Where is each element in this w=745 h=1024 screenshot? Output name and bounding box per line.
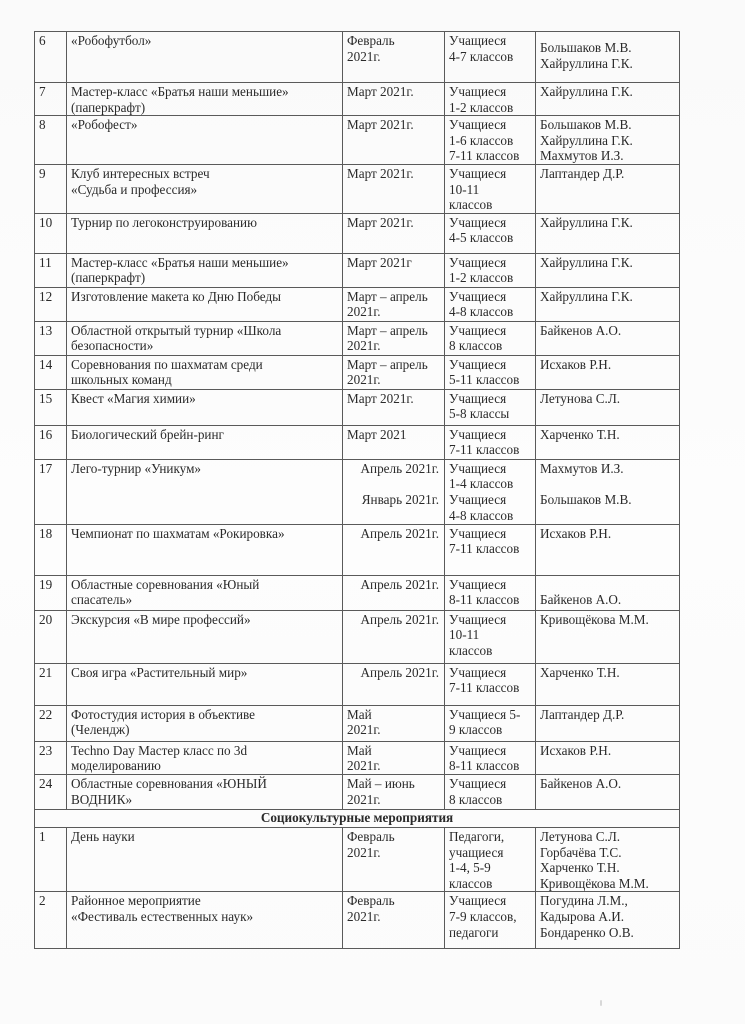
event-date: Май 2021г.	[343, 741, 445, 774]
event-participants: Учащиеся 4-7 классов	[445, 32, 536, 83]
table-row	[35, 459, 680, 524]
event-responsible: Кривощёкова М.М.	[536, 610, 680, 663]
event-name: Мастер-класс «Братья наши меньшие» (паперкрафт)	[67, 253, 343, 287]
row-number: 20	[35, 610, 67, 663]
event-responsible: Хайруллина Г.К.	[536, 213, 680, 253]
event-name: Клуб интересных встреч «Судьба и профессия»	[67, 164, 343, 213]
section-title: Социокультурные мероприятия	[35, 809, 680, 827]
event-responsible: Харченко Т.Н.	[536, 663, 680, 705]
table-row	[35, 83, 680, 116]
event-responsible: Махмутов И.З. Большаков М.В.	[536, 459, 680, 524]
event-name: Соревнования по шахматам среди школьных команд	[67, 355, 343, 389]
event-name: Чемпионат по шахматам «Рокировка»	[67, 524, 343, 575]
table-row	[35, 663, 680, 705]
row-number: 22	[35, 705, 67, 741]
event-name: Областной открытый турнир «Школа безопасности»	[67, 321, 343, 355]
event-name: Фотостудия история в объективе (Челендж)	[67, 705, 343, 741]
event-date: Март 2021г.	[343, 213, 445, 253]
table-row	[35, 610, 680, 663]
event-participants: Учащиеся 10-11 классов	[445, 164, 536, 213]
event-date: Апрель 2021г.	[343, 663, 445, 705]
row-number: 11	[35, 253, 67, 287]
event-date: Март 2021г.	[343, 389, 445, 425]
table-row	[35, 32, 680, 83]
event-responsible: Хайруллина Г.К.	[536, 83, 680, 116]
event-name: Экскурсия «В мире профессий»	[67, 610, 343, 663]
row-number: 6	[35, 32, 67, 83]
event-name: Биологический брейн-ринг	[67, 425, 343, 459]
event-date: Апрель 2021г.	[343, 524, 445, 575]
event-name: Квест «Магия химии»	[67, 389, 343, 425]
row-number: 19	[35, 575, 67, 610]
row-number: 23	[35, 741, 67, 774]
event-participants: Учащиеся 8 классов	[445, 321, 536, 355]
event-date: Май 2021г.	[343, 705, 445, 741]
table-row	[35, 741, 680, 774]
event-responsible: Хайруллина Г.К.	[536, 287, 680, 321]
event-responsible: Погудина Л.М., Кадырова А.И. Бондаренко О.В.	[536, 892, 680, 949]
event-name: Районное мероприятие «Фестиваль естественных наук»	[67, 892, 343, 949]
table-row	[35, 425, 680, 459]
table-row	[35, 116, 680, 165]
event-name: Областные соревнования «Юный спасатель»	[67, 575, 343, 610]
row-number: 24	[35, 774, 67, 809]
table-row	[35, 164, 680, 213]
event-responsible: Летунова С.Л.	[536, 389, 680, 425]
event-date: Март – апрель 2021г.	[343, 287, 445, 321]
row-number: 15	[35, 389, 67, 425]
table-row	[35, 321, 680, 355]
event-date: Февраль 2021г.	[343, 892, 445, 949]
event-responsible: Исхаков Р.Н.	[536, 741, 680, 774]
event-participants: Учащиеся 7-9 классов, педагоги	[445, 892, 536, 949]
table-row	[35, 774, 680, 809]
event-participants: Учащиеся 1-2 классов	[445, 253, 536, 287]
row-number: 9	[35, 164, 67, 213]
event-responsible: Байкенов А.О.	[536, 321, 680, 355]
event-participants: Учащиеся 5-8 классы	[445, 389, 536, 425]
table-row	[35, 389, 680, 425]
event-participants: Учащиеся 1-6 классов 7-11 классов	[445, 116, 536, 165]
event-date: Апрель 2021г.	[343, 610, 445, 663]
event-date: Февраль 2021г.	[343, 32, 445, 83]
event-participants: Учащиеся 7-11 классов	[445, 524, 536, 575]
event-name: «Робофест»	[67, 116, 343, 165]
table-row	[35, 892, 680, 949]
event-participants: Учащиеся 8 классов	[445, 774, 536, 809]
scan-speck	[600, 1000, 602, 1006]
event-participants: Учащиеся 7-11 классов	[445, 663, 536, 705]
event-date: Апрель 2021г. Январь 2021г.	[343, 459, 445, 524]
event-date: Март 2021г.	[343, 83, 445, 116]
event-responsible: Большаков М.В. Хайруллина Г.К. Махмутов И.З.	[536, 116, 680, 165]
event-date: Март 2021г	[343, 253, 445, 287]
event-name: День науки	[67, 827, 343, 891]
row-number: 14	[35, 355, 67, 389]
event-participants: Учащиеся 1-2 классов	[445, 83, 536, 116]
event-responsible: Байкенов А.О.	[536, 774, 680, 809]
event-date: Март – апрель 2021г.	[343, 355, 445, 389]
event-date: Март 2021г.	[343, 164, 445, 213]
row-number: 21	[35, 663, 67, 705]
event-responsible: Лаптандер Д.Р.	[536, 164, 680, 213]
event-participants: Учащиеся 8-11 классов	[445, 741, 536, 774]
table-row	[35, 287, 680, 321]
event-participants: Учащиеся 8-11 классов	[445, 575, 536, 610]
row-number: 17	[35, 459, 67, 524]
event-responsible: Исхаков Р.Н.	[536, 355, 680, 389]
event-responsible: Большаков М.В. Хайруллина Г.К.	[536, 32, 680, 83]
row-number: 8	[35, 116, 67, 165]
table-row	[35, 253, 680, 287]
table-row	[35, 524, 680, 575]
event-name: Лего-турнир «Уникум»	[67, 459, 343, 524]
table-row	[35, 355, 680, 389]
event-name: Изготовление макета ко Дню Победы	[67, 287, 343, 321]
event-participants: Учащиеся 4-5 классов	[445, 213, 536, 253]
event-name: Мастер-класс «Братья наши меньшие» (паперкрафт)	[67, 83, 343, 116]
row-number: 16	[35, 425, 67, 459]
table-row	[35, 213, 680, 253]
event-name: Областные соревнования «ЮНЫЙ ВОДНИК»	[67, 774, 343, 809]
table-row	[35, 705, 680, 741]
row-number: 18	[35, 524, 67, 575]
row-number: 10	[35, 213, 67, 253]
event-name: Турнир по легоконструированию	[67, 213, 343, 253]
event-responsible: Харченко Т.Н.	[536, 425, 680, 459]
event-participants: Учащиеся 5-11 классов	[445, 355, 536, 389]
event-participants: Учащиеся 7-11 классов	[445, 425, 536, 459]
section-header-row	[35, 809, 680, 827]
event-name: «Робофутбол»	[67, 32, 343, 83]
event-name: Своя игра «Растительный мир»	[67, 663, 343, 705]
event-date: Март – апрель 2021г.	[343, 321, 445, 355]
event-responsible: Лаптандер Д.Р.	[536, 705, 680, 741]
event-responsible: Байкенов А.О.	[536, 575, 680, 610]
row-number: 12	[35, 287, 67, 321]
event-participants: Учащиеся 5- 9 классов	[445, 705, 536, 741]
event-participants: Учащиеся 4-8 классов	[445, 287, 536, 321]
event-date: Апрель 2021г.	[343, 575, 445, 610]
event-responsible: Исхаков Р.Н.	[536, 524, 680, 575]
event-participants: Учащиеся 1-4 классов Учащиеся 4-8 классов	[445, 459, 536, 524]
table-row	[35, 827, 680, 891]
event-participants: Учащиеся 10-11 классов	[445, 610, 536, 663]
event-date: Май – июнь 2021г.	[343, 774, 445, 809]
row-number: 2	[35, 892, 67, 949]
event-participants: Педагоги, учащиеся 1-4, 5-9 классов	[445, 827, 536, 891]
event-name: Techno Day Мастер класс по 3d моделированию	[67, 741, 343, 774]
event-date: Февраль 2021г.	[343, 827, 445, 891]
event-responsible: Хайруллина Г.К.	[536, 253, 680, 287]
events-plan-table	[34, 31, 680, 949]
table-row	[35, 575, 680, 610]
event-date: Март 2021	[343, 425, 445, 459]
row-number: 13	[35, 321, 67, 355]
row-number: 7	[35, 83, 67, 116]
row-number: 1	[35, 827, 67, 891]
event-date: Март 2021г.	[343, 116, 445, 165]
event-responsible: Летунова С.Л. Горбачёва Т.С. Харченко Т.Н. Кривощёкова М.М.	[536, 827, 680, 891]
